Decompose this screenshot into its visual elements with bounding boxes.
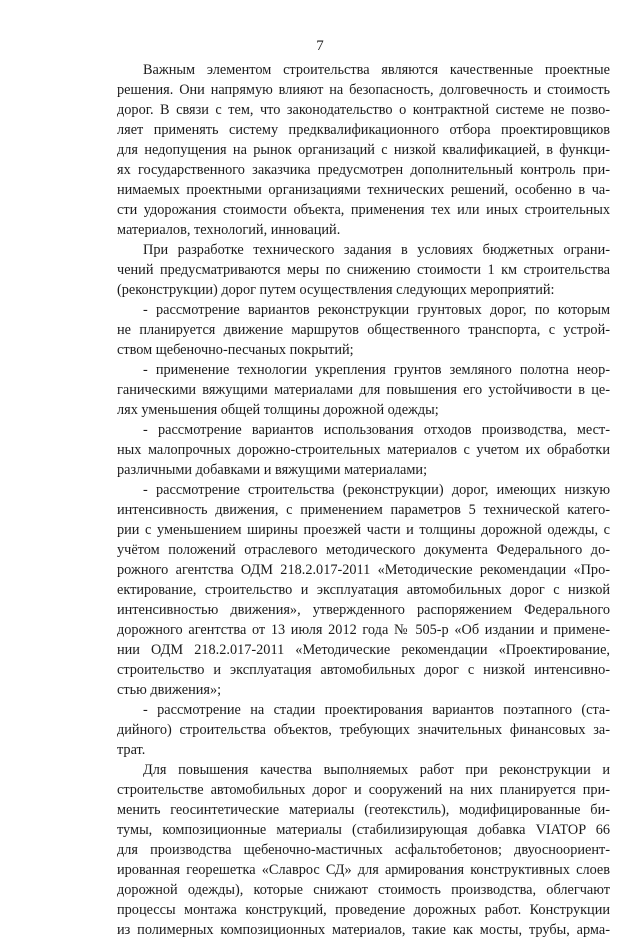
text-line: Важным элементом строительства являются качественные проектные	[143, 62, 610, 78]
text-line: ектирование, строительство и эксплуатация автомобильных дорог с низкой	[117, 582, 610, 598]
text-line: для производства щебеночно-мастичных асфальтобетонов; двуосноориент-	[117, 842, 610, 858]
text-line: из полимерных композиционных материалов, такие как мосты, трубы, арма-	[117, 922, 610, 938]
text-line: ных малопрочных дорожно-строительных материалов с учетом их обработки	[117, 442, 610, 458]
text-line: менить геосинтетические материалы (геотекстиль), модифицированные би-	[117, 802, 610, 818]
text-line: нимаемых проектными организациями технических решений, особенно в ча-	[117, 182, 610, 198]
text-line: - рассмотрение вариантов использования отходов производства, мест-	[143, 422, 610, 438]
text-line: ированная георешетка «Славрос СД» для армирования конструктивных слоев	[117, 862, 610, 878]
text-line: При разработке технического задания в условиях бюджетных ограни-	[143, 242, 610, 258]
text-line: дорожного агентства от 13 июля 2012 года № 505-р «Об издании и примене-	[117, 622, 610, 638]
text-line: ляет применять систему предквалификационного отбора проектировщиков	[117, 122, 610, 138]
text-line: различными добавками и вяжущими материалами;	[117, 462, 428, 478]
text-line: учётом положений отраслевого методического документа Федерального до-	[117, 542, 610, 558]
text-line: процессы монтажа конструкций, проведение дорожных работ. Конструкции	[117, 902, 610, 918]
text-line: не планируется движение маршрутов общественного транспорта, с устрой-	[117, 322, 610, 338]
text-line: дийного) строительства объектов, требующих значительных финансовых за-	[117, 722, 610, 738]
text-line: - рассмотрение вариантов реконструкции грунтовых дорог, по которым	[143, 302, 610, 318]
text-line: - рассмотрение на стадии проектирования вариантов поэтапного (ста-	[143, 702, 610, 718]
text-line: рожного агентства ОДМ 218.2.017-2011 «Методические рекомендации «Про-	[117, 562, 610, 578]
text-line: ством щебеночно-песчаных покрытий;	[117, 342, 354, 358]
text-line: лях уменьшения общей толщины дорожной одежды;	[117, 402, 439, 418]
text-line: - применение технологии укрепления грунтов земляного полотна неор-	[143, 362, 610, 378]
text-line: Для повышения качества выполняемых работ при реконструкции и	[143, 762, 610, 778]
text-line: дорог. В связи с тем, что законодательство о контрактной системе не позво-	[117, 102, 610, 118]
text-line: стью движения»;	[117, 682, 222, 698]
text-line: (реконструкции) дорог путем осуществления следующих мероприятий:	[117, 282, 555, 298]
text-line: ях государственного заказчика предусмотрен дополнительный контроль при-	[117, 162, 610, 178]
text-line: тумы, композиционные материалы (стабилизирующая добавка VIATOP 66	[117, 822, 610, 838]
text-line: чений предусматриваются меры по снижению стоимости 1 км строительства	[117, 262, 610, 278]
text-line: рии с уменьшением ширины проезжей части и толщины дорожной одежды, с	[117, 522, 610, 538]
text-line: трат.	[117, 742, 146, 758]
text-line: решения. Они напрямую влияют на безопасность, долговечность и стоимость	[117, 82, 610, 98]
text-line: ганическими вяжущими материалами для повышения его устойчивости в це-	[117, 382, 610, 398]
text-line: материалов, технологий, инноваций.	[117, 222, 341, 238]
page-number: 7	[316, 38, 324, 54]
text-line: сти удорожания стоимости объекта, применения тех или иных строительных	[117, 202, 610, 218]
text-line: строительстве автомобильных дорог и сооружений на них планируется при-	[117, 782, 610, 798]
text-line: строительство и эксплуатация автомобильных дорог с низкой интенсивно-	[117, 662, 610, 678]
text-line: дорожной одежды), которые снижают стоимость производства, облегчают	[117, 882, 610, 898]
body-text	[117, 60, 610, 940]
text-line: интенсивностью движения», утвержденного распоряжением Федерального	[117, 602, 610, 618]
text-line: нии ОДМ 218.2.017-2011 «Методические рекомендации «Проектирование,	[117, 642, 610, 658]
text-line: интенсивность движения, с применением параметров 5 технической катего-	[117, 502, 610, 518]
text-line: для недопущения на рынок организаций с низкой квалификацией, в функци-	[117, 142, 610, 158]
text-line: - рассмотрение строительства (реконструкции) дорог, имеющих низкую	[143, 482, 610, 498]
